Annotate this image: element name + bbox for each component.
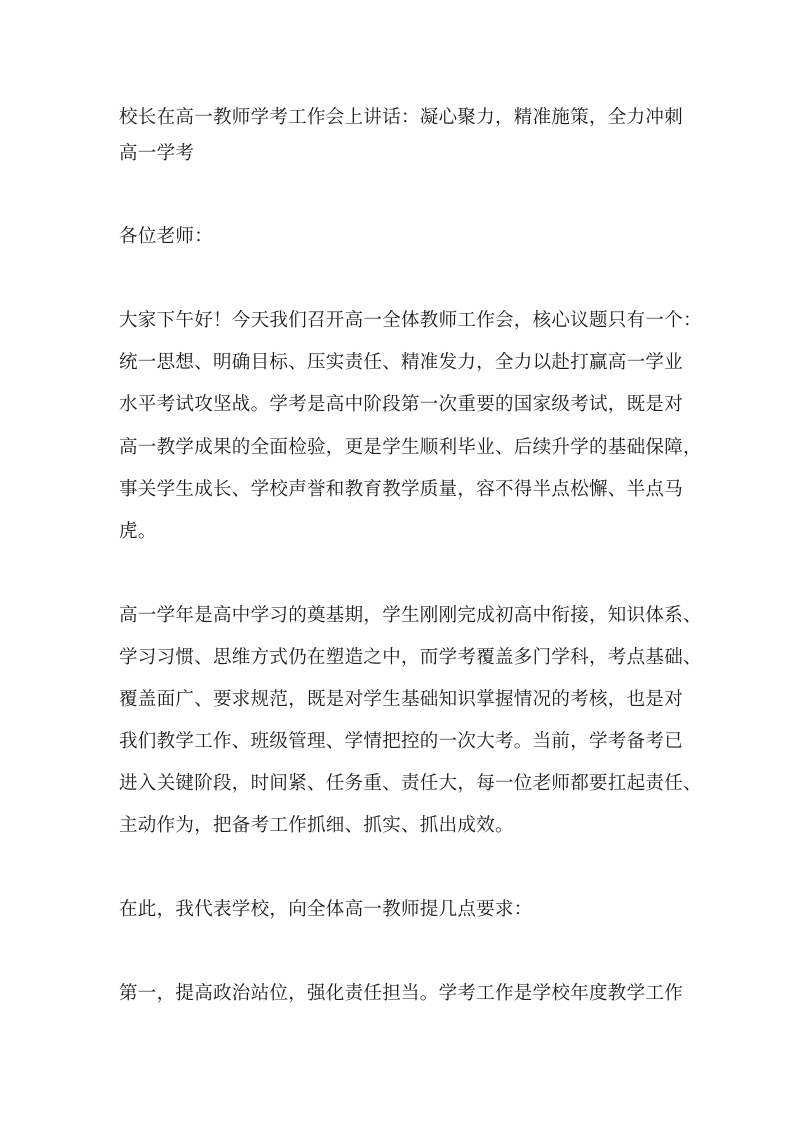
document-title-line-1: 校长在高一教师学考工作会上讲话：凝心聚力，精准施策，全力冲刺: [119, 107, 684, 128]
paragraph-line: 大家下午好！今天我们召开高一全体教师工作会，核心议题只有一个：: [119, 310, 702, 331]
paragraph-line: 第一，提高政治站位，强化责任担当。学考工作是学校年度教学工作: [119, 983, 684, 1004]
paragraph-line: 主动作为，把备考工作抓细、抓实、抓出成效。: [119, 815, 514, 836]
paragraph-line: 事关学生成长、学校声誉和教育教学质量，容不得半点松懈、半点马: [119, 479, 684, 500]
paragraph-line: 覆盖面广、要求规范，既是对学生基础知识掌握情况的考核，也是对: [119, 689, 684, 710]
paragraph-line: 高一教学成果的全面检验，更是学生顺利毕业、后续升学的基础保障，: [119, 437, 702, 458]
salutation: 各位老师：: [119, 226, 214, 247]
paragraph-line: 在此，我代表学校，向全体高一教师提几点要求：: [119, 899, 533, 920]
paragraph-line: 水平考试攻坚战。学考是高中阶段第一次重要的国家级考试，既是对: [119, 394, 684, 415]
paragraph-line: 进入关键阶段，时间紧、任务重、责任大，每一位老师都要扛起责任、: [119, 773, 702, 794]
paragraph-line: 虎。: [119, 521, 157, 542]
paragraph-line: 统一思想、明确目标、压实责任、精准发力，全力以赴打赢高一学业: [119, 352, 684, 373]
paragraph-line: 高一学年是高中学习的奠基期，学生刚刚完成初高中衔接，知识体系、: [119, 605, 702, 626]
paragraph-line: 学习习惯、思维方式仍在塑造之中，而学考覆盖多门学科，考点基础、: [119, 647, 702, 668]
document-title-line-2: 高一学考: [119, 143, 195, 164]
paragraph-line: 我们教学工作、班级管理、学情把控的一次大考。当前，学考备考已: [119, 731, 684, 752]
